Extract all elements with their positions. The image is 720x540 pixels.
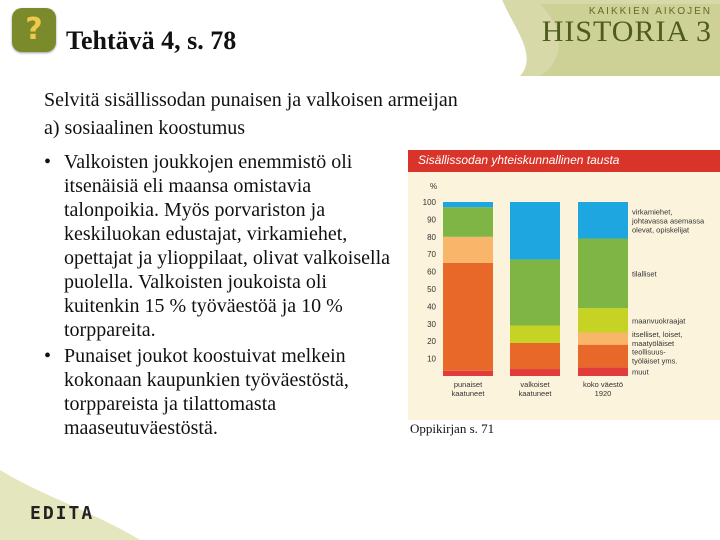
bar-segment — [578, 239, 628, 309]
chart-caption: Oppikirjan s. 71 — [410, 421, 495, 436]
y-tick-label: 10 — [427, 354, 436, 364]
x-tick-label: valkoiset — [520, 380, 550, 389]
y-tick-label: 90 — [427, 215, 436, 225]
y-tick-label: 30 — [427, 319, 436, 329]
legend-label: olevat, opiskelijat — [632, 225, 690, 235]
task-line-2: a) sosiaalinen koostumus — [44, 117, 246, 139]
bar-segment — [443, 371, 493, 376]
y-tick-label: 60 — [427, 267, 436, 277]
bullet-dot: • — [44, 151, 52, 173]
bullet-text: Valkoisten joukkojen enemmistö oli itsenäisiä eli maansa omistavia talonpoikia. Myös porvariston ja keskiluokan edustajat, virkamiehet, opettajat ja ylioppilaat, olivat valkoisella puolella. Valkoisten joukoista oli kuitenkin 15 % työväestöä ja 10 % torppareita. — [64, 151, 391, 341]
brand-subtitle: KAIKKIEN AIKOJEN — [588, 6, 712, 17]
edita-logo: EDITA — [30, 503, 95, 524]
x-tick-label: 1920 — [594, 389, 612, 398]
x-tick-label: kaatuneet — [518, 389, 552, 398]
chart-panel — [408, 150, 720, 420]
y-tick-label: 70 — [427, 250, 436, 260]
bullet-list — [44, 150, 394, 442]
bar-segment — [510, 202, 560, 259]
stacked-bar-chart — [408, 172, 720, 420]
bar-segment — [510, 326, 560, 343]
legend-label: virkamiehet, — [632, 207, 673, 217]
brand-title: HISTORIA 3 — [541, 15, 712, 48]
bar-segment — [510, 343, 560, 369]
legend-label: tilalliset — [632, 269, 657, 279]
question-badge — [12, 8, 56, 52]
bullet-item-white — [44, 150, 394, 342]
bullet-item-red — [44, 344, 394, 440]
bar-segment — [443, 202, 493, 207]
task-line-1: Selvitä sisällissodan punaisen ja valkoisen armeijan — [44, 89, 458, 111]
bar-segment — [443, 237, 493, 263]
bullet-text: Punaiset joukot koostuivat melkein kokonaan kaupunkien työväestöstä, torppareista ja tilattomasta maaseutuväestöstä. — [64, 345, 349, 439]
bar-segment — [578, 308, 628, 332]
brand-logo — [542, 6, 712, 49]
y-tick-label: 40 — [427, 302, 436, 312]
bar-segment — [443, 263, 493, 371]
task-description — [44, 86, 458, 142]
bar-segment — [510, 369, 560, 376]
question-mark-icon: ? — [25, 12, 43, 47]
chart-title: Sisällissodan yhteiskunnallinen tausta — [418, 153, 620, 167]
bar-segment — [578, 367, 628, 376]
y-tick-label: 50 — [427, 285, 436, 294]
legend-label: johtavassa asemassa — [632, 216, 705, 226]
x-tick-label: koko väestö — [582, 380, 624, 389]
y-tick-label: 100 — [422, 198, 436, 207]
bar-segment — [510, 259, 560, 325]
legend-label: maatyöläiset — [632, 339, 675, 349]
legend-label: teollisuus- — [632, 347, 666, 357]
y-axis-unit: % — [430, 182, 438, 191]
legend-label: muut — [632, 367, 649, 377]
page-title: Tehtävä 4, s. 78 — [66, 26, 237, 55]
chart-header — [408, 150, 720, 172]
legend-label: itselliset, loiset, — [632, 330, 683, 340]
bar-segment — [578, 333, 628, 345]
bar-segment — [578, 345, 628, 368]
legend-label: maanvuokraajat — [632, 316, 686, 326]
bar-segment — [443, 207, 493, 237]
legend-label: työläiset yms. — [632, 356, 678, 366]
y-tick-label: 80 — [427, 232, 436, 242]
bullet-dot: • — [44, 345, 52, 367]
bar-segment — [578, 202, 628, 239]
y-tick-label: 20 — [427, 337, 436, 347]
x-tick-label: kaatuneet — [451, 389, 485, 398]
x-tick-label: punaiset — [453, 380, 483, 389]
